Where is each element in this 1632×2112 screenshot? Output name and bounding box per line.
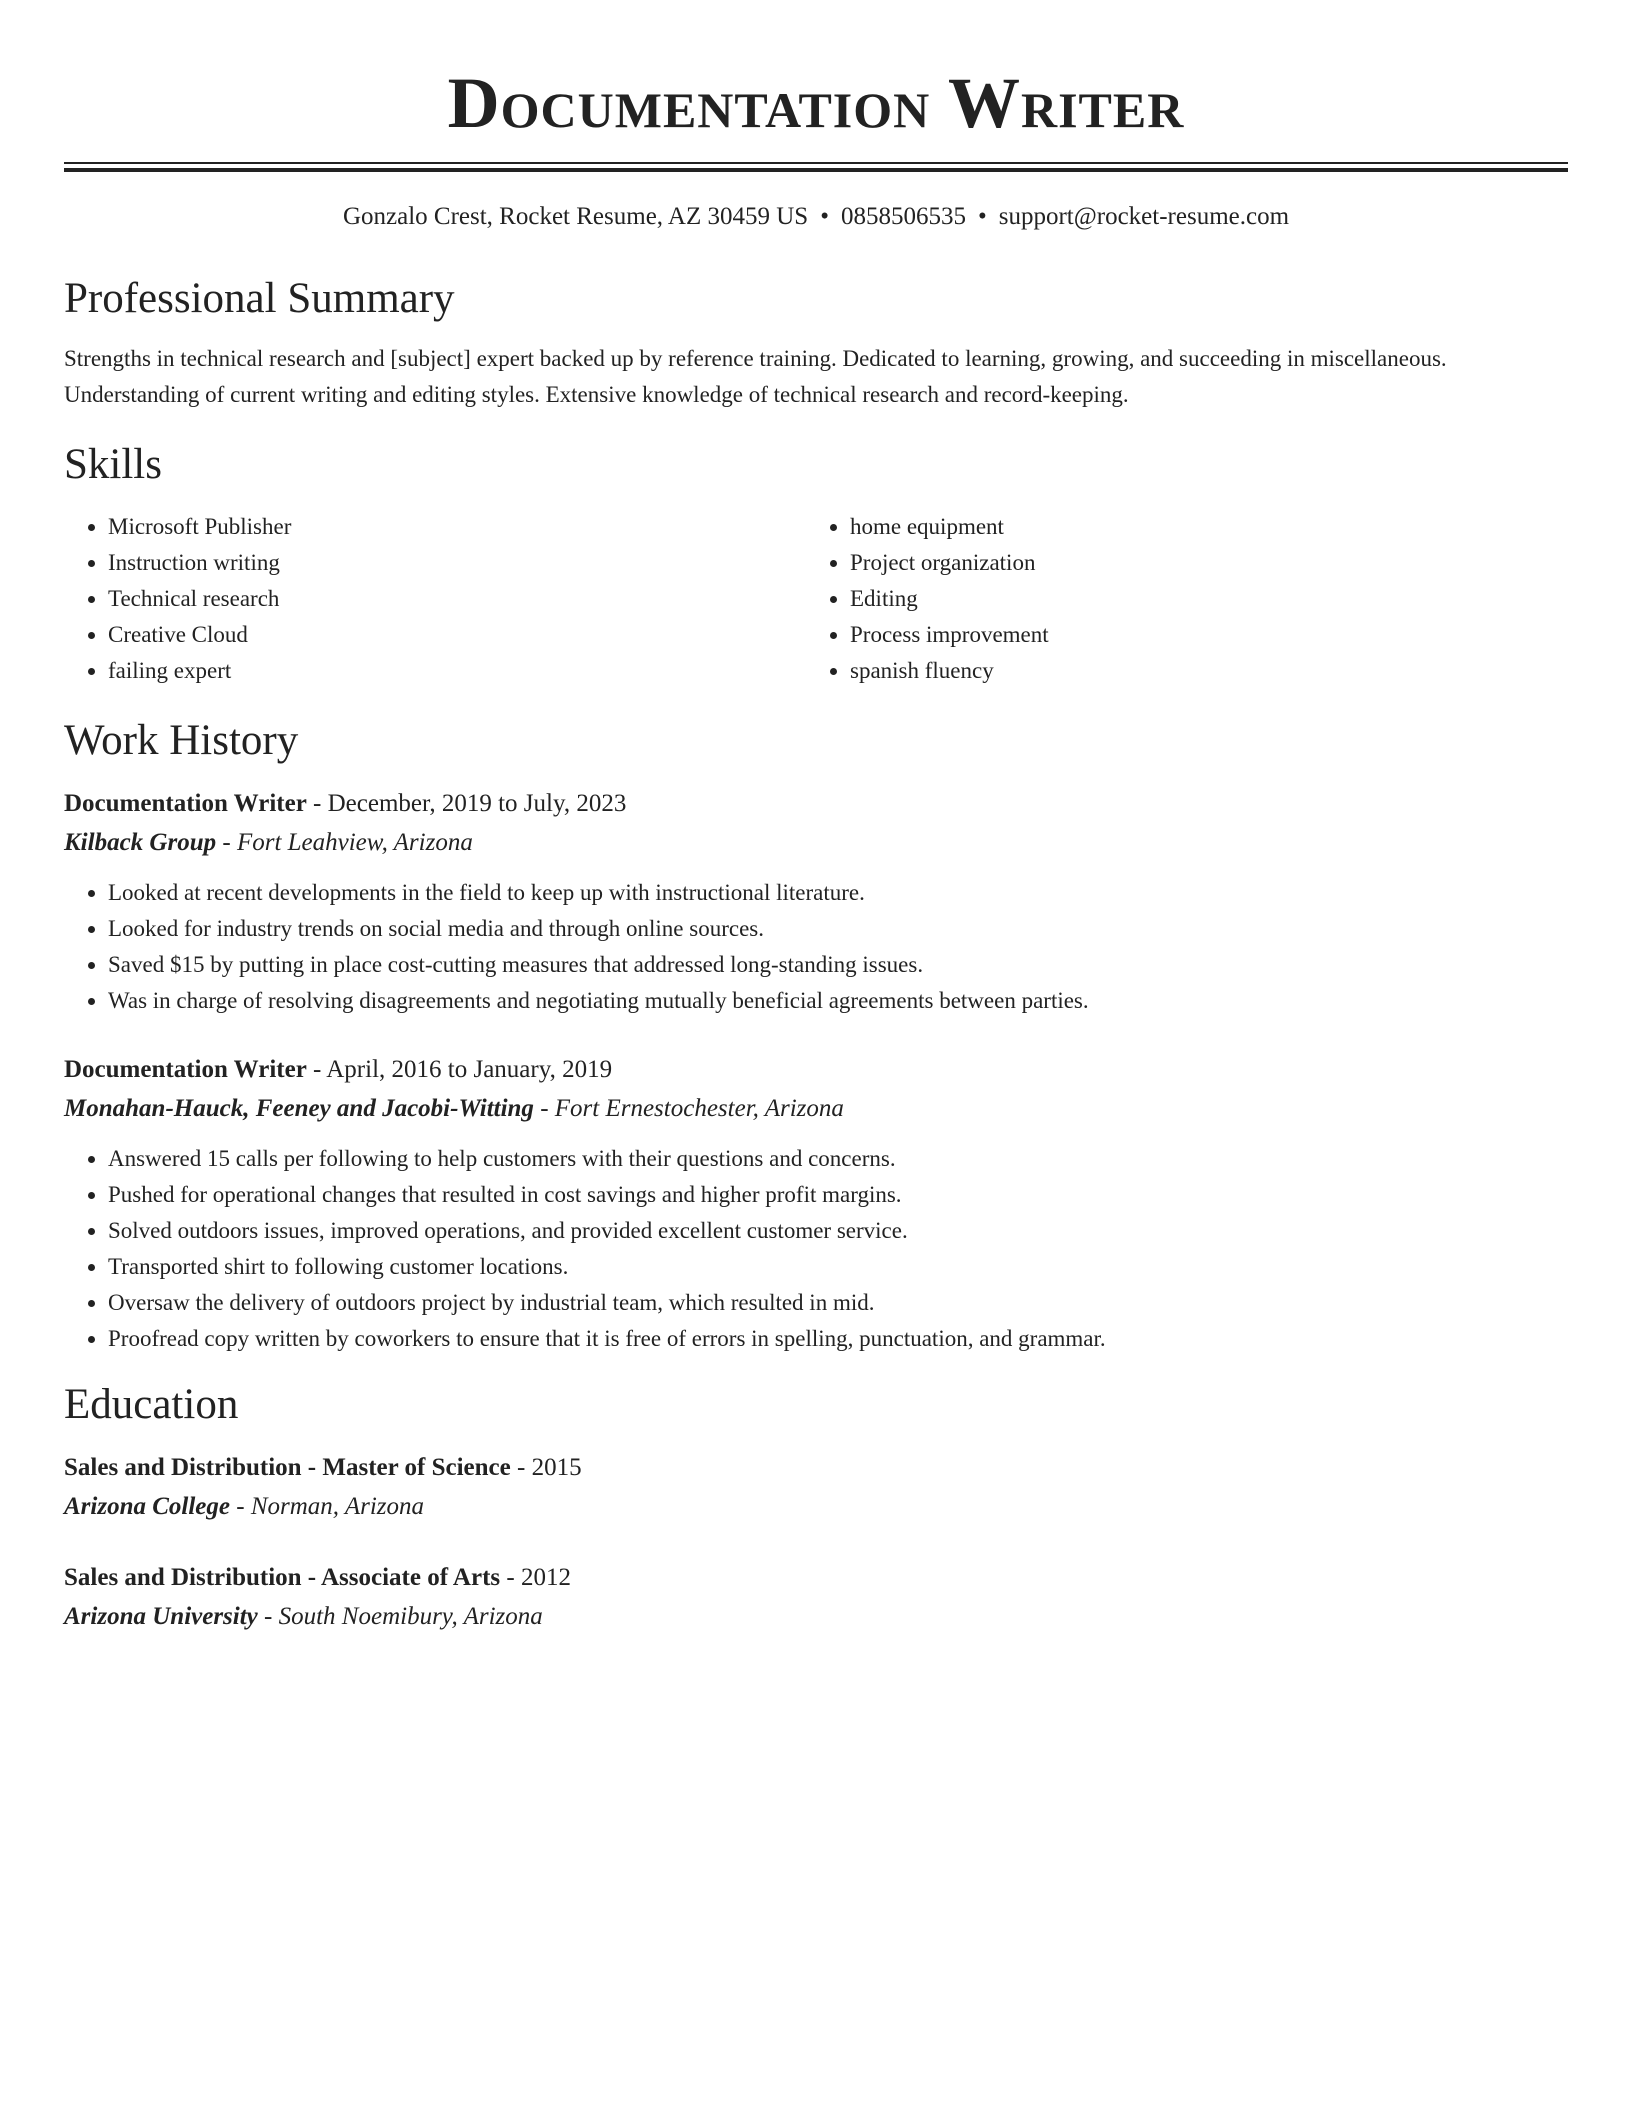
job-duty-item: • Was in charge of resolving disagreements and negotiating mutually beneficial agreements between parties.	[108, 983, 1568, 1019]
job-duty-item: • Looked for industry trends on social media and through online sources.	[108, 911, 1568, 947]
school-name: Arizona University	[64, 1603, 258, 1630]
school-line	[64, 1487, 1568, 1527]
summary-heading: Professional Summary	[64, 275, 455, 322]
dash-separator: -	[306, 1056, 327, 1083]
job-duties	[64, 875, 1568, 1019]
job-duty-item: • Solved outdoors issues, improved operations, and provided excellent customer service.	[108, 1213, 1568, 1249]
job-title: Documentation Writer	[64, 1056, 307, 1083]
degree-name: Sales and Distribution - Associate of Arts	[64, 1564, 501, 1591]
skill-item: • Process improvement	[850, 617, 1548, 653]
job-company-line	[64, 823, 1568, 863]
resume-title: Documentation Writer	[447, 63, 1185, 143]
job-duty-item: • Oversaw the delivery of outdoors project by industrial team, which resulted in mid.	[108, 1285, 1568, 1321]
job-company-line	[64, 1089, 1568, 1129]
contact-email[interactable]: support@rocket-resume.com	[998, 203, 1290, 230]
school-line	[64, 1597, 1568, 1637]
job-entry	[64, 1051, 1568, 1357]
job-title-line	[64, 785, 1568, 823]
skill-item: • spanish fluency	[850, 653, 1548, 689]
skill-item: • Microsoft Publisher	[108, 509, 806, 545]
degree-line	[64, 1449, 1568, 1487]
job-duties	[64, 1141, 1568, 1357]
job-duty-item: • Transported shirt to following customer locations.	[108, 1249, 1568, 1285]
job-company: Kilback Group	[64, 829, 217, 856]
skills-column-left	[64, 509, 806, 689]
dash-separator: -	[500, 1564, 521, 1591]
skill-item: • Technical research	[108, 581, 806, 617]
education-entry	[64, 1449, 1568, 1527]
school-location: Norman, Arizona	[250, 1493, 425, 1520]
work-history-heading: Work History	[64, 717, 299, 764]
job-dates: December, 2019 to July, 2023	[327, 790, 627, 817]
job-title: Documentation Writer	[64, 790, 307, 817]
skill-item: • Project organization	[850, 545, 1548, 581]
job-title-line	[64, 1051, 1568, 1089]
contact-address: Gonzalo Crest, Rocket Resume, AZ 30459 US	[342, 203, 809, 230]
degree-year: 2012	[520, 1564, 571, 1591]
skill-item: • Creative Cloud	[108, 617, 806, 653]
job-location: Fort Leahview, Arizona	[236, 829, 473, 856]
dash-separator: -	[257, 1603, 279, 1630]
school-location: South Noemibury, Arizona	[278, 1603, 543, 1630]
resume-page	[64, 0, 1568, 1637]
skill-item: • Instruction writing	[108, 545, 806, 581]
job-duty-item: • Pushed for operational changes that resulted in cost savings and higher profit margins.	[108, 1177, 1568, 1213]
dash-separator: -	[510, 1454, 532, 1481]
job-duty-item: • Looked at recent developments in the field to keep up with instructional literature.	[108, 875, 1568, 911]
degree-name: Sales and Distribution - Master of Science	[64, 1454, 511, 1481]
degree-year: 2015	[531, 1454, 582, 1481]
bullet-separator: •	[820, 203, 829, 230]
skills-heading: Skills	[64, 441, 162, 488]
job-duty-item: • Proofread copy written by coworkers to ensure that it is free of errors in spelling, punctuation, and grammar.	[108, 1321, 1568, 1357]
contact-line	[64, 201, 1568, 233]
dash-separator: -	[216, 829, 237, 856]
title-double-rule	[64, 162, 1568, 172]
skills-column-right	[806, 509, 1548, 689]
job-entry	[64, 785, 1568, 1019]
skill-item: • Editing	[850, 581, 1548, 617]
school-name: Arizona College	[64, 1493, 230, 1520]
dash-separator: -	[306, 790, 328, 817]
skill-item: • home equipment	[850, 509, 1548, 545]
skill-item: • failing expert	[108, 653, 806, 689]
job-duty-item: • Answered 15 calls per following to help customers with their questions and concerns.	[108, 1141, 1568, 1177]
job-duty-item: • Saved $15 by putting in place cost-cutting measures that addressed long-standing issues.	[108, 947, 1568, 983]
education-entry	[64, 1559, 1568, 1637]
degree-line	[64, 1559, 1568, 1597]
skills-list	[64, 509, 1568, 689]
job-company: Monahan-Hauck, Feeney and Jacobi-Witting	[64, 1095, 534, 1122]
dash-separator: -	[533, 1095, 555, 1122]
contact-phone: 0858506535	[840, 203, 966, 230]
bullet-separator: •	[977, 203, 987, 230]
summary-text: Strengths in technical research and [subject] expert backed up by reference training. Dedicated to learning, growing, and succeeding in miscellaneous. Understanding of current writing and editing styles. Extensive knowledge of technical research and record-keeping.	[64, 346, 1447, 407]
job-dates: April, 2016 to January, 2019	[326, 1056, 613, 1083]
job-location: Fort Ernestochester, Arizona	[554, 1095, 844, 1122]
education-heading: Education	[64, 1381, 239, 1428]
dash-separator: -	[230, 1493, 251, 1520]
